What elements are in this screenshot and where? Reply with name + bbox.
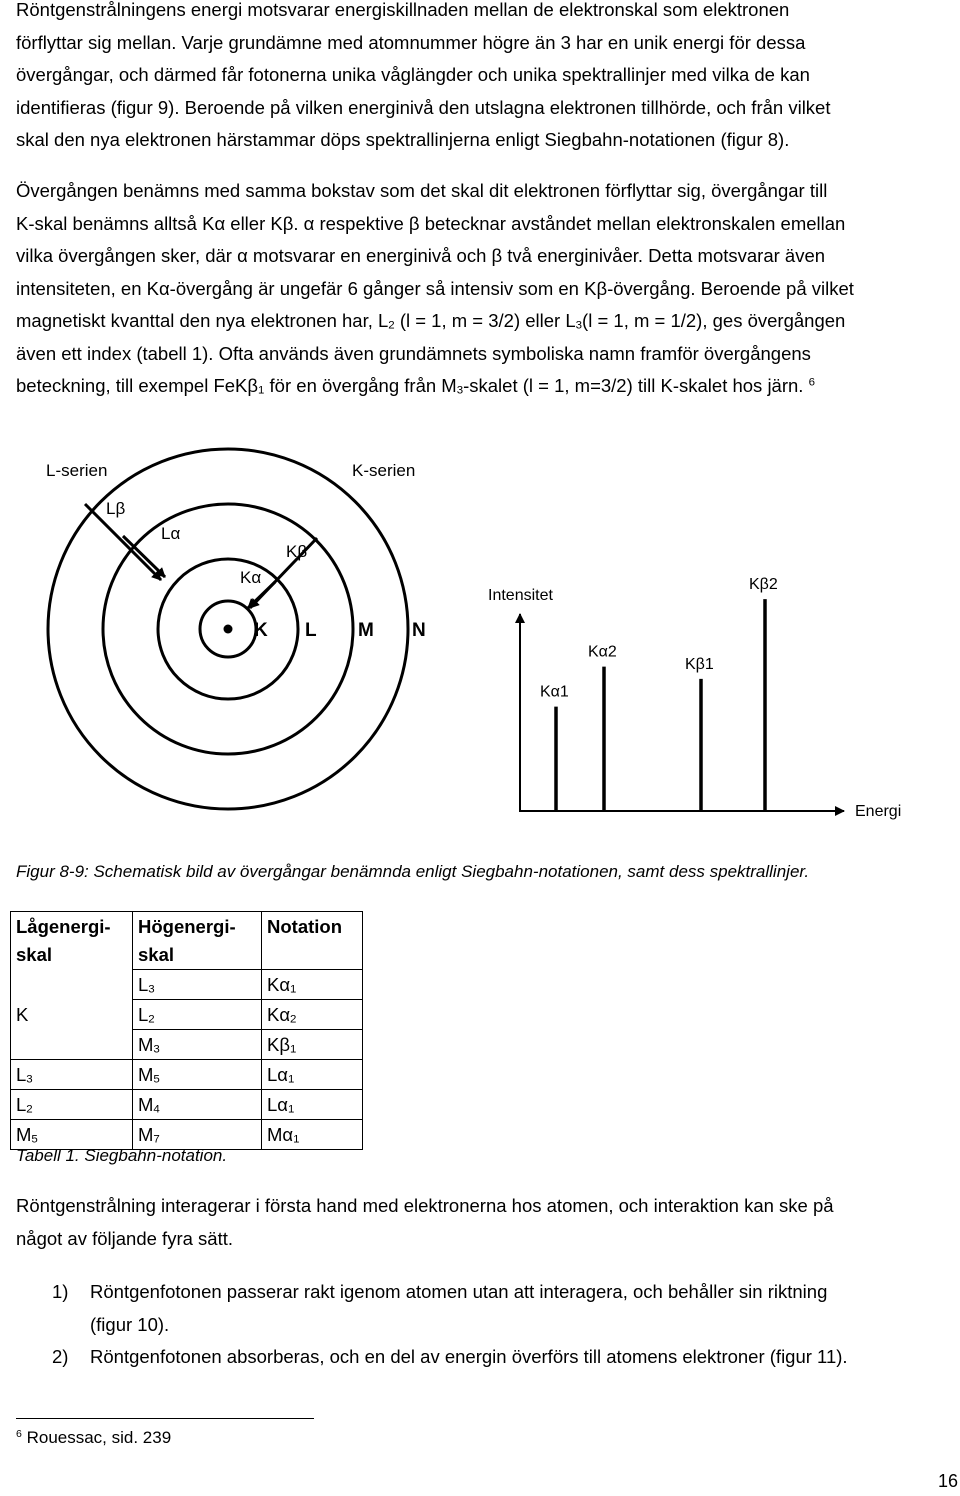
text-fragment: magnetiskt kvanttal den nya elektronen har, L [16, 310, 389, 331]
cell-low-k: K [11, 970, 133, 1060]
cell-notation: $L\alpha_1$ [262, 1060, 363, 1090]
text-line: något av följande fyra sätt. [16, 1227, 233, 1249]
list-item [52, 1341, 957, 1374]
series-label-left: L-serien [46, 461, 108, 480]
cell-low: $M_5$ [11, 1120, 133, 1150]
cell-high: $M_3$ [133, 1030, 262, 1060]
shell-label-n: N [412, 620, 426, 641]
nucleus-dot [224, 625, 233, 634]
text-line: övergångar, och därmed får fotonerna unika våglängder och unika spektrallinjer med vilka de kan [16, 64, 810, 85]
text-line: Röntgenstrålning interagerar i första hand med elektronerna hos atomen, och interaktion kan ske på [16, 1195, 834, 1216]
text-line: förflyttar sig mellan. Varje grundämne med atomnummer högre än 3 har en unik energi för dessa [16, 31, 806, 53]
text-line: identifieras (figur 9). Beroende på vilken energinivå den utslagna elektronen tillhörde, och från vilket [16, 96, 831, 118]
text-line: K-skal benämns alltså Kα eller Kβ. α respektive β betecknar avståndet mellan elektronskalen emellan [16, 212, 846, 234]
arrow-label-k-alpha: Kα [240, 568, 262, 587]
subscript: 2 [388, 319, 395, 332]
cell-notation: $L\alpha_1$ [262, 1090, 363, 1120]
page-number: 16 [938, 1471, 959, 1491]
spectral-line-label: Kα2 [588, 643, 617, 661]
footnote-reference[interactable]: 6 [808, 376, 815, 389]
list-item [52, 1276, 957, 1341]
cell-notation: $K\alpha_2$ [262, 1000, 363, 1030]
header-high-energy: Högenergi- skal [133, 912, 262, 970]
cell-notation: $M\alpha_1$ [262, 1120, 363, 1150]
list-text-line: (figur 10). [90, 1313, 170, 1335]
footnote-number: 6 [16, 1428, 22, 1441]
text-line [16, 305, 956, 338]
shell-label-k: K [254, 620, 268, 641]
footnote-text: Rouessac, sid. 239 [21, 1428, 172, 1447]
text-line: även ett index (tabell 1). Ofta används även grundämnets symboliska namn framför övergångens [16, 342, 811, 364]
cell-high: $M_7$ [133, 1120, 262, 1150]
text-fragment: (l = 1, m = 1/2), ges övergången [582, 310, 846, 331]
paragraph-interaction [16, 1190, 956, 1255]
shell-label-m: M [358, 620, 374, 641]
list-number: 1) [52, 1281, 69, 1302]
cell-notation: $K\alpha_1$ [262, 970, 363, 1000]
spectrum-lines [540, 576, 778, 811]
list-text-line: Röntgenfotonen absorberas, och en del av energin överförs till atomens elektroner (figur 11). [90, 1346, 848, 1367]
cell-high: $L_3$ [133, 970, 262, 1000]
text-line: Röntgenstrålningens energi motsvarar energiskillnaden mellan de elektronskal som elektronen [16, 0, 790, 20]
table-row [11, 1060, 363, 1090]
text-fragment: beteckning, till exempel FeKβ [16, 375, 259, 396]
arrow-label-k-beta: Kβ [286, 542, 308, 561]
header-notation: Notation [262, 912, 363, 970]
table-caption: Tabell 1. Siegbahn-notation. [16, 1146, 228, 1165]
text-line: intensiteten, en Kα-övergång är ungefär 6 gånger så intensiv som en Kβ-övergång. Beroende på vilket [16, 277, 854, 299]
x-axis-label: Energi [855, 803, 902, 820]
text-line [16, 370, 956, 403]
text-line: skal den nya elektronen härstammar döps spektrallinjerna enligt Siegbahn-notationen (figur 8). [16, 129, 790, 150]
table-row [11, 1090, 363, 1120]
figure-caption: Figur 8-9: Schematisk bild av övergångar benämnda enligt Siegbahn-notationen, samt dess spektrallinjer. [16, 862, 810, 881]
spectral-line-label: Kβ1 [685, 655, 714, 673]
text-fragment: -skalet (l = 1, m=3/2) till K-skalet hos järn. [463, 375, 804, 396]
spectrum-axes [519, 614, 844, 811]
cell-low: $L_2$ [11, 1090, 133, 1120]
arrow-l-alpha [123, 536, 165, 577]
cell-high: $M_4$ [133, 1090, 262, 1120]
table-row [11, 970, 363, 1000]
cell-high: $M_5$ [133, 1060, 262, 1090]
arrow-label-l-beta: Lβ [106, 499, 126, 518]
header-low-energy: Lågenergi- skal [11, 912, 133, 970]
figure-atom-spectrum [0, 440, 960, 850]
transition-arrows [85, 504, 317, 608]
footnote-divider [16, 1418, 314, 1419]
cell-low: $L_3$ [11, 1060, 133, 1090]
list-text-line: Röntgenfotonen passerar rakt igenom atomen utan att interagera, och behåller sin riktning [90, 1281, 828, 1302]
arrow-label-l-alpha: Lα [161, 524, 181, 543]
subscript: 3 [456, 384, 464, 397]
table-row [11, 1120, 363, 1150]
table-header-row [11, 912, 363, 970]
shell-label-l: L [305, 620, 317, 641]
cell-high: $L_2$ [133, 1000, 262, 1030]
spectral-line-label: Kβ2 [749, 576, 778, 594]
y-axis-label: Intensitet [488, 587, 553, 604]
subscript: 3 [575, 319, 583, 332]
footnote [16, 1428, 171, 1448]
siegbahn-table [10, 911, 363, 1150]
subscript: 1 [258, 384, 265, 397]
text-fragment: för en övergång från M [264, 375, 457, 396]
paragraph-transitions [16, 175, 956, 403]
text-fragment: (l = 1, m = 3/2) eller L [394, 310, 576, 331]
spectral-line-label: Kα1 [540, 683, 569, 701]
text-line: Övergången benämns med samma bokstav som det skal dit elektronen förflyttar sig, övergångar till [16, 180, 828, 201]
paragraph-intro [16, 0, 956, 157]
cell-notation: $K\beta_1$ [262, 1030, 363, 1060]
text-line: vilka övergången sker, där α motsvarar en energinivå och β två energinivåer. Detta motsvarar även [16, 245, 826, 266]
list-number: 2) [52, 1346, 69, 1367]
series-label-right: K-serien [352, 461, 416, 480]
